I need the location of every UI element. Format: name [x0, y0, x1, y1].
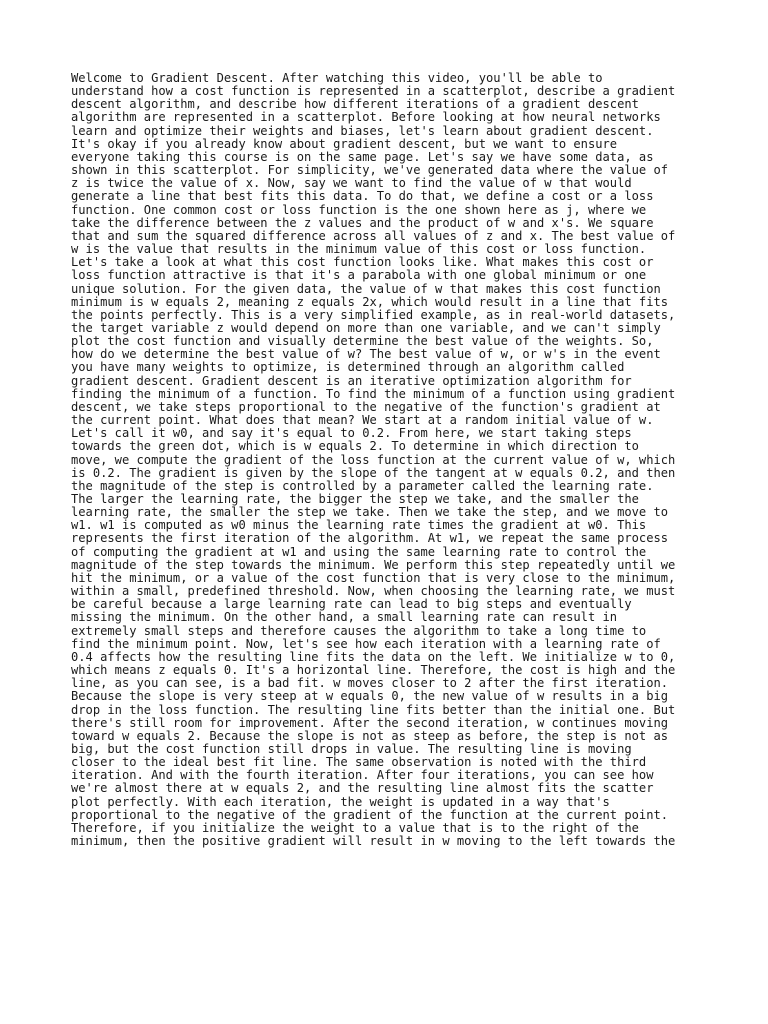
text-line: towards the green dot, which is w equals 2. To determine in which direction to [71, 439, 639, 454]
text-line: loss function attractive is that it's a parabola with one global minimum or one [71, 268, 647, 283]
text-line: 0.4 affects how the resulting line fits the data on the left. We initialize w to 0, [71, 649, 676, 664]
text-line: unique solution. For the given data, the value of w that makes this cost function [71, 281, 661, 296]
text-line: w1. w1 is computed as w0 minus the learning rate times the gradient at w0. This [71, 518, 647, 533]
text-line: magnitude of the step towards the minimum. We perform this step repeatedly until we [71, 557, 676, 572]
text-line: missing the minimum. On the other hand, a small learning rate can result in [71, 610, 618, 625]
text-line: gradient descent. Gradient descent is an iterative optimization algorithm for [71, 373, 632, 388]
text-line: extremely small steps and therefore causes the algorithm to take a long time to [71, 623, 647, 638]
text-line: the magnitude of the step is controlled by a parameter called the learning rate. [71, 478, 654, 493]
text-line: is 0.2. The gradient is given by the slope of the tangent at w equals 0.2, and then [71, 465, 676, 480]
text-line: plot perfectly. With each iteration, the weight is updated in a way that's [71, 794, 610, 809]
text-line: algorithm are represented in a scatterplot. Before looking at how neural networks [71, 110, 661, 125]
text-line: generate a line that best fits this data. To do that, we define a cost or a loss [71, 189, 654, 204]
text-line: how do we determine the best value of w? The best value of w, or w's in the event [71, 347, 661, 362]
text-line: The larger the learning rate, the bigger the step we take, and the smaller the [71, 492, 639, 506]
text-line: descent, we take steps proportional to the negative of the function's gradient at [71, 399, 661, 414]
text-line: minimum, then the positive gradient will result in w moving to the left towards the [71, 834, 676, 849]
text-line: the current point. What does that mean? We start at a random initial value of w. [71, 413, 654, 428]
text-line: be careful because a large learning rate can lead to big steps and eventually [71, 597, 632, 612]
text-line: descent algorithm, and describe how different iterations of a gradient descent [71, 97, 639, 112]
text-line: within a small, predefined threshold. Now, when choosing the learning rate, we must [71, 584, 676, 599]
text-line: Therefore, if you initialize the weight to a value that is to the right of the [71, 820, 639, 835]
text-line: learning rate, the smaller the step we take. Then we take the step, and we move to [71, 505, 669, 520]
text-line: Because the slope is very steep at w equals 0, the new value of w results in a big [71, 689, 669, 704]
text-line: the points perfectly. This is a very simplified example, as in real-world datasets, [71, 307, 676, 322]
text-line: plot the cost function and visually determine the best value of the weights. So, [71, 334, 654, 349]
text-line: big, but the cost function still drops in value. The resulting line is moving [71, 741, 632, 756]
text-line: iteration. And with the fourth iteration. After four iterations, you can see how [71, 768, 654, 783]
text-line: find the minimum point. Now, let's see how each iteration with a learning rate of [71, 636, 661, 651]
text-line: closer to the ideal best fit line. The same observation is noted with the third [71, 755, 647, 770]
text-line: of computing the gradient at w1 and using the same learning rate to control the [71, 544, 647, 559]
text-line: everyone taking this course is on the same page. Let's say we have some data, as [71, 149, 654, 164]
text-line: drop in the loss function. The resulting line fits better than the initial one. But [71, 702, 676, 717]
text-line: move, we compute the gradient of the loss function at the current value of w, which [71, 452, 676, 467]
text-line: shown in this scatterplot. For simplicity, we've generated data where the value of [71, 163, 669, 178]
text-line: finding the minimum of a function. To find the minimum of a function using gradient [71, 386, 676, 401]
text-line: It's okay if you already know about gradient descent, but we want to ensure [71, 136, 618, 151]
text-line: hit the minimum, or a value of the cost function that is very close to the minimum, [71, 570, 676, 585]
transcript-text [71, 72, 711, 848]
text-line: Welcome to Gradient Descent. After watching this video, you'll be able to [71, 71, 603, 85]
text-line: that and sum the squared difference across all values of z and x. The best value of [71, 228, 676, 243]
text-line: Let's take a look at what this cost function looks like. What makes this cost or [71, 255, 654, 270]
text-line: which means z equals 0. It's a horizontal line. Therefore, the cost is high and the [71, 663, 676, 678]
text-line: proportional to the negative of the gradient of the function at the current point. [71, 807, 669, 822]
text-line: function. One common cost or loss function is the one shown here as j, where we [71, 202, 647, 217]
text-line: toward w equals 2. Because the slope is not as steep as before, the step is not as [71, 728, 669, 743]
text-line: take the difference between the z values and the product of w and x's. We square [71, 215, 654, 230]
text-line: minimum is w equals 2, meaning z equals 2x, which would result in a line that fits [71, 294, 669, 309]
text-line: we're almost there at w equals 2, and the resulting line almost fits the scatter [71, 781, 654, 796]
text-line: the target variable z would depend on more than one variable, and we can't simply [71, 320, 661, 335]
text-line: you have many weights to optimize, is determined through an algorithm called [71, 360, 625, 375]
text-line: z is twice the value of x. Now, say we want to find the value of w that would [71, 176, 632, 191]
text-line: w is the value that results in the minimum value of this cost or loss function. [71, 242, 647, 257]
text-line: understand how a cost function is represented in a scatterplot, describe a gradient [71, 84, 676, 99]
text-line: line, as you can see, is a bad fit. w moves closer to 2 after the first iteration. [71, 676, 669, 691]
text-line: represents the first iteration of the algorithm. At w1, we repeat the same process [71, 531, 669, 546]
text-line: there's still room for improvement. After the second iteration, w continues moving [71, 715, 669, 730]
text-line: learn and optimize their weights and biases, let's learn about gradient descent. [71, 123, 654, 138]
text-line: Let's call it w0, and say it's equal to 0.2. From here, we start taking steps [71, 426, 632, 441]
